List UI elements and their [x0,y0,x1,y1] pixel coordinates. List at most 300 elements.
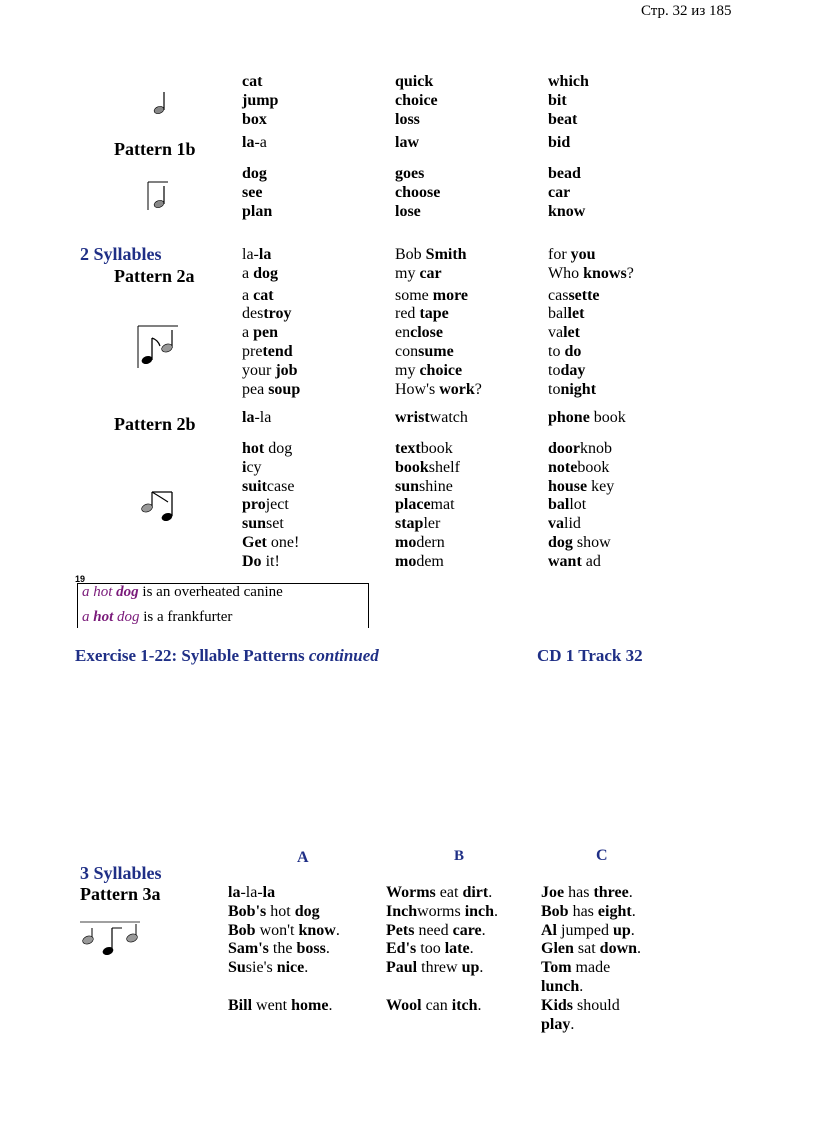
text-run: Wool [386,996,422,1014]
text-run: . [469,940,474,958]
text-run: va [548,515,564,533]
text-run: -la [254,409,272,426]
text-run: Get [242,533,267,551]
text-run: eight [597,902,632,920]
text-run: tape [419,305,449,323]
word-entry [228,978,340,997]
text-run: cat [253,286,274,304]
pattern2b-col-a [242,440,299,572]
word-entry [548,515,614,534]
text-run: want [548,552,582,570]
text-run: -la- [240,884,263,901]
text-run: let [563,324,580,342]
text-run: dirt [462,884,489,901]
text-run: Pets [386,921,415,939]
word-entry [386,903,498,922]
text-run: la [228,884,241,901]
word-entry [242,305,300,324]
text-run: . [304,959,309,977]
pattern3a-col-a [228,884,340,1016]
word-entry [242,324,300,343]
text-run: stap [395,515,424,533]
text-run: a [242,324,254,342]
word-entry [548,381,634,400]
word-entry [548,203,585,222]
text-run: Inch [386,902,418,920]
text-run: book [589,409,626,426]
word-entry [541,903,641,922]
word-entry [548,134,570,153]
three-syllables-heading: 3 Syllables [80,863,162,883]
text-run: book [420,440,453,457]
text-run: Kids [541,996,574,1014]
text-run: mo [395,533,417,551]
text-run: dem [416,552,444,570]
text-run: Ed's [386,940,417,958]
text-run: hot [93,609,114,625]
text-run: car [548,183,571,201]
word-entry [548,324,634,343]
text-run: dog [113,609,140,625]
text-run: more [432,286,469,304]
text-run: cas [548,286,569,304]
word-entry [541,922,641,941]
word-entry [395,459,460,478]
page-indicator: Стр. 32 из 185 [641,3,732,19]
text-run: sun [242,515,267,533]
text-run: . [328,996,333,1014]
text-run: should [573,996,620,1014]
word-entry [395,111,438,130]
word-entry [228,903,340,922]
text-run: quick [395,73,434,90]
text-run: la- [242,246,259,263]
word-entry [541,884,641,903]
text-run: is an overheated canine [138,584,283,600]
pattern2a-col-b [395,246,482,399]
text-run: pre [242,342,263,360]
word-entry [242,203,272,222]
text-run: pea [242,380,269,398]
word-entry [386,940,498,959]
text-run: a [82,609,94,625]
text-run: case [266,477,295,495]
word-entry [228,884,340,903]
text-run: care [452,921,482,939]
text-run: up [461,959,480,977]
word-entry [548,478,614,497]
pattern2b-col-b [395,440,460,572]
word-entry [242,287,300,306]
text-run: . [628,884,633,901]
pattern-2b-label: Pattern 2b [114,414,196,434]
text-run: la [258,246,272,263]
text-run: three [593,884,629,901]
word-entry [548,165,585,184]
text-run: play [541,1015,571,1033]
text-run: . [494,902,499,920]
text-run: . [335,921,340,939]
text-run: suit [242,477,267,495]
stressed-note-icon [146,180,170,212]
text-run: . [325,940,330,958]
text-run: job [275,361,298,379]
word-entry [242,381,300,400]
word-entry [548,343,634,362]
text-run: you [570,246,596,263]
word-entry [242,553,299,572]
text-run: law [395,134,419,151]
word-entry [242,534,299,553]
text-run: phone [548,409,590,426]
text-run: cy [246,458,262,476]
word-entry [242,362,300,381]
word-entry [242,165,272,184]
text-run: ? [626,264,634,282]
text-run: see [242,183,263,201]
text-run: my [395,361,420,379]
text-run: need [414,921,453,939]
word-entry [242,134,267,153]
text-run: la [242,134,255,151]
text-run: shine [419,477,453,495]
text-run: dog [116,584,139,600]
word-entry [228,922,340,941]
text-run: to [548,380,561,398]
two-note-falling-icon [138,488,180,526]
text-run: Su [228,959,246,977]
footnote-line-1 [82,584,283,601]
text-run: shelf [428,458,460,476]
exercise-title-text: Exercise 1-22: Syllable Patterns [75,646,309,665]
text-run: one! [266,533,300,551]
cd-track-label: CD 1 Track 32 [537,646,643,665]
text-run: . [570,1015,575,1033]
two-syllables-heading: 2 Syllables [80,244,162,264]
text-run: home [291,996,329,1014]
word-entry [395,496,460,515]
text-run: box [242,110,267,128]
word-entry [242,184,272,203]
text-run: bit [548,91,567,109]
text-run: your [242,361,276,379]
text-run: . [479,959,484,977]
word-entry [242,459,299,478]
word-entry [548,305,634,324]
word-entry [386,884,498,903]
word-entry [395,534,460,553]
text-run: lose [395,202,421,220]
text-run: Do [242,552,262,570]
word-entry [548,246,634,265]
word-entry [228,997,340,1016]
text-run: boss [296,940,326,958]
text-run: hot [266,902,295,920]
text-run: my [395,264,420,282]
text-run: down [599,940,638,958]
text-run: dog [253,264,279,282]
text-run: . [488,884,493,901]
word-entry [548,553,614,572]
pattern-1b-label: Pattern 1b [114,139,196,159]
word-entry [242,265,300,284]
text-run: dern [416,533,445,551]
text-run: knob [580,440,612,457]
pattern2a-col-a [242,246,300,399]
text-run: i [242,458,247,476]
text-run: . [579,977,584,995]
text-run: inch [464,902,495,920]
text-run: Bob [541,902,569,920]
text-run: loss [395,110,420,128]
text-run: sume [418,342,454,360]
text-run: a [242,264,254,282]
text-run: some [395,286,433,304]
text-run: car [419,264,442,282]
word-entry [395,324,482,343]
text-run: Who [548,264,584,282]
exercise-title [75,647,379,665]
quarter-note-icon [148,90,170,116]
text-run: . [481,921,486,939]
pattern1b-lower-col-a [242,165,272,221]
word-entry [548,409,626,428]
text-run: to [548,342,565,360]
word-entry [242,92,278,111]
pattern-3a-label: Pattern 3a [80,884,161,904]
word-entry [228,959,340,978]
pattern2b-header-col-b [395,409,468,428]
pattern3a-col-c [541,884,641,1034]
text-run: goes [395,165,425,182]
word-entry [548,111,589,130]
text-run: mo [395,552,417,570]
text-run: . [477,996,482,1014]
text-run: let [567,305,585,323]
text-run: Bill [228,996,253,1014]
word-entry [395,553,460,572]
text-run: show [572,533,611,551]
word-entry [395,381,482,400]
text-run: it! [261,552,280,570]
word-entry [395,515,460,534]
text-run: late [444,940,470,958]
col-header-a: A [297,849,309,866]
word-entry [395,246,482,265]
text-run: la [262,884,276,901]
text-run: close [410,324,443,342]
pattern1b-upper-col-b [395,73,438,129]
word-entry [386,978,498,997]
word-entry [242,246,300,265]
text-run: ler [423,515,441,533]
text-run: wrist [395,409,430,426]
text-run: dog [242,165,267,182]
text-run: en [395,324,411,342]
pattern2b-header-col-a [242,409,271,428]
word-entry [242,440,299,459]
text-run: bead [548,165,581,182]
text-run: itch [451,996,478,1014]
text-run: sette [568,286,600,304]
word-entry [395,409,468,428]
text-run: choice [395,91,438,109]
text-run: jumped [557,921,613,939]
text-run: worms [417,902,465,920]
word-entry [548,184,585,203]
pattern1b-header-col-c [548,134,570,153]
text-run: plan [242,202,273,220]
text-run: How's [395,380,440,398]
text-run: Smith [425,246,467,263]
word-entry [242,409,271,428]
text-run: nice [276,959,305,977]
text-run: to [548,361,561,379]
text-run: has [564,884,594,901]
text-run: know [548,202,586,220]
word-entry [548,73,589,92]
word-entry [242,515,299,534]
text-run: pen [253,324,279,342]
word-entry [548,265,634,284]
word-entry [242,478,299,497]
text-run: mat [430,496,455,514]
text-run: text [395,440,421,457]
text-run: la [242,409,255,426]
text-run: sat [573,940,600,958]
footnote-line-2 [82,609,232,626]
text-run: won't [255,921,299,939]
footnote-box [77,583,369,628]
text-run: day [560,361,586,379]
footnote-number: 19 [75,574,86,584]
text-run: hot [242,440,265,457]
text-run: door [548,440,580,457]
word-entry [541,959,641,978]
text-run: red [395,305,420,323]
text-run: threw [417,959,462,977]
text-run: -a [254,134,267,151]
text-run: Paul [386,959,418,977]
word-entry [386,922,498,941]
text-run: knows [583,264,627,282]
pattern1b-header-col-b [395,134,419,153]
text-run: con [395,342,419,360]
text-run: too [416,940,445,958]
text-run: place [395,496,431,514]
text-run: Tom [541,959,572,977]
exercise-title-italic: continued [308,646,379,665]
text-run: soup [268,380,301,398]
word-entry [541,940,641,959]
word-entry [541,997,641,1016]
text-run: . [631,902,636,920]
word-entry [548,459,614,478]
word-entry [395,362,482,381]
word-entry [386,959,498,978]
text-run: sie's [245,959,277,977]
text-run: watch [429,409,468,426]
text-run: bal [548,496,570,514]
text-run: eat [435,884,463,901]
word-entry [395,165,440,184]
text-run: know [298,921,336,939]
pattern1b-lower-col-b [395,165,440,221]
word-entry [541,978,641,997]
text-run: went [252,996,292,1014]
text-run: is a frankfurter [139,609,233,625]
text-run: beat [548,110,578,128]
text-run: a hot [82,584,117,600]
text-run: sun [395,477,420,495]
text-run: Sam's [228,940,269,958]
text-run: choice [419,361,463,379]
text-run: book [395,458,429,476]
word-entry [548,362,634,381]
text-run: troy [263,305,292,323]
word-entry [548,287,634,306]
text-run: tend [262,342,293,360]
word-entry [242,343,300,362]
text-run: Worms [386,884,436,901]
pattern-2a-label: Pattern 2a [114,266,195,286]
text-run: night [560,380,597,398]
text-run: note [548,458,578,476]
text-run: set [266,515,284,533]
word-entry [395,203,440,222]
text-run: dog [548,533,573,551]
word-entry [228,940,340,959]
text-run: made [571,959,611,977]
word-entry [242,73,278,92]
text-run: bal [548,305,568,323]
text-run: ? [474,380,482,398]
text-run: ject [265,496,289,514]
word-entry [541,1016,641,1035]
text-run: house [548,477,588,495]
word-entry [548,534,614,553]
text-run: lunch [541,977,580,995]
text-run: dog [264,440,293,457]
word-entry [548,440,614,459]
text-run: which [548,73,589,90]
text-run: bid [548,134,571,151]
word-entry [386,997,498,1016]
word-entry [395,343,482,362]
text-run: can [421,996,452,1014]
word-entry [395,440,460,459]
word-entry [395,305,482,324]
word-entry [395,287,482,306]
pattern1b-lower-col-c [548,165,585,221]
text-run: va [548,324,564,342]
text-run: cat [242,73,263,90]
text-run: choose [395,183,441,201]
col-header-b: B [454,848,465,864]
word-entry [242,496,299,515]
col-header-c: C [596,847,608,864]
text-run: work [439,380,475,398]
pattern2a-col-c [548,246,634,399]
word-entry [395,478,460,497]
text-run: Bob's [228,902,267,920]
word-entry [395,134,419,153]
text-run: des [242,305,264,323]
text-run: lot [569,496,587,514]
text-run: jump [242,91,279,109]
pattern2b-header-col-c [548,409,626,428]
text-run: up [613,921,631,939]
